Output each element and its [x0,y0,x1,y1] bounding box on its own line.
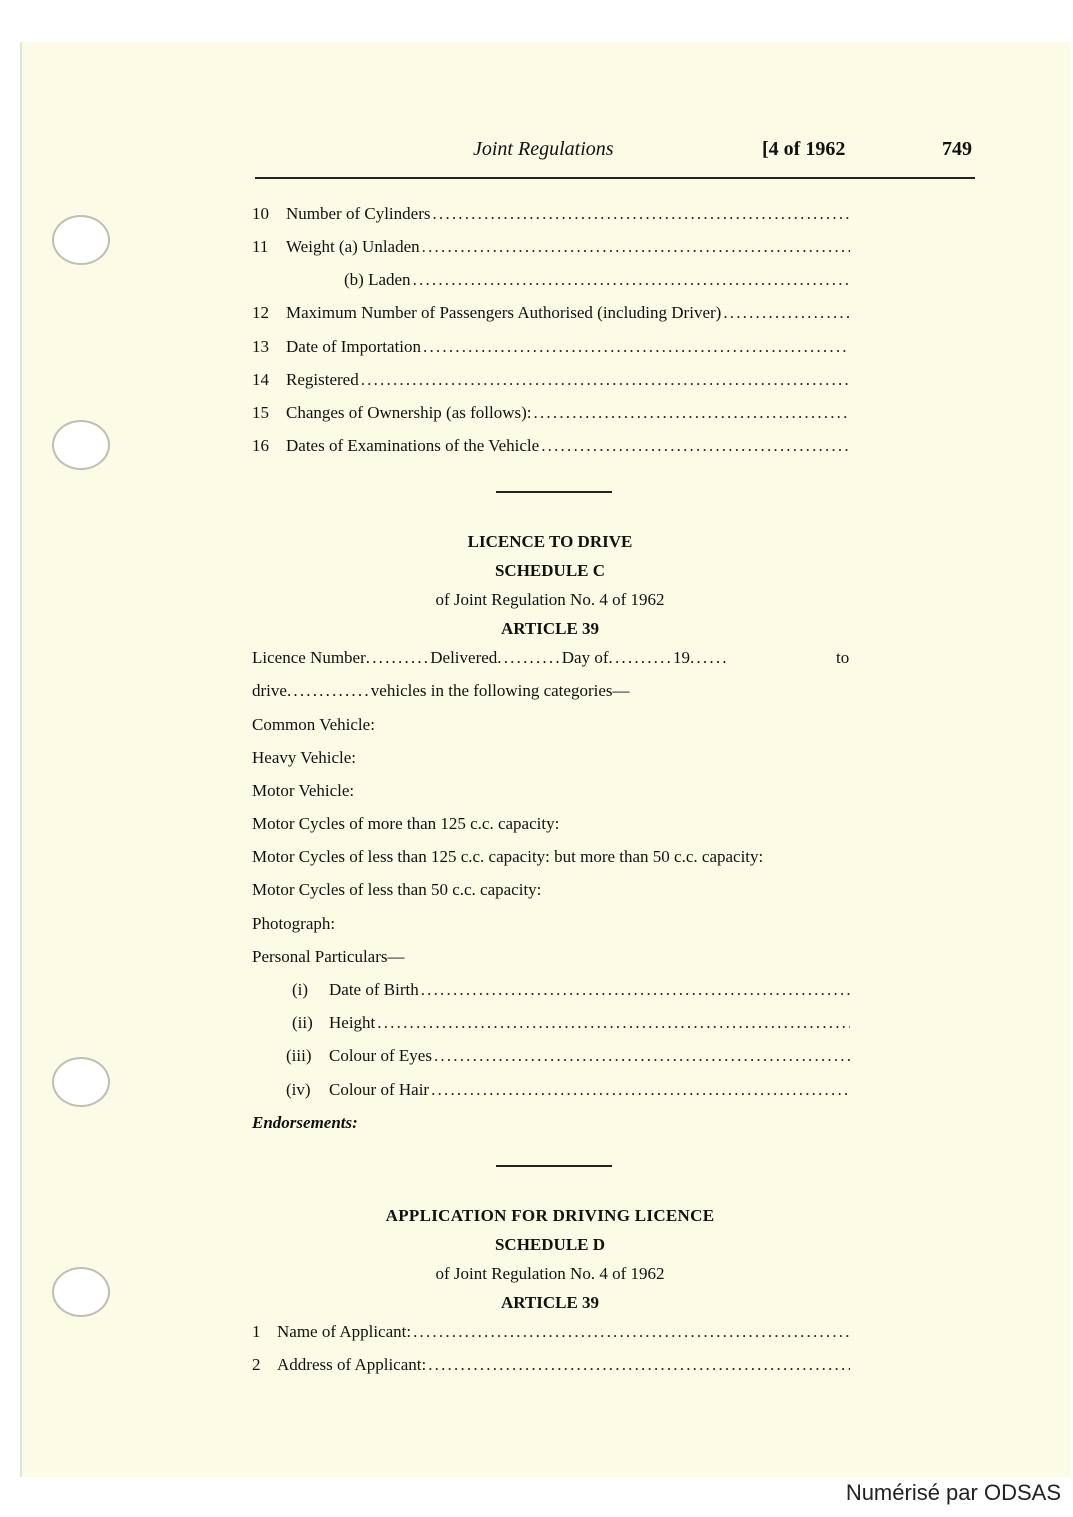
item-label: (b) Laden [344,270,411,289]
punch-hole [52,1057,110,1107]
category-item: Motor Cycles of less than 50 c.c. capacity: [252,880,542,899]
to-label: to [836,648,850,667]
licence-number-label: Licence Number [252,648,366,667]
dot-leader [434,1046,850,1066]
list-item [252,303,850,327]
delivered-label: Delivered [430,648,498,667]
item-label: Address of Applicant: [277,1355,427,1374]
schedule-d-label: SCHEDULE D [494,1235,606,1254]
running-title: Joint Regulations [473,138,614,160]
drive-label: drive [252,681,287,700]
list-item [252,436,850,460]
header-rule [255,177,975,179]
item-label: Colour of Eyes [329,1046,432,1065]
item-number: 10 [252,204,269,223]
digitization-credit: Numérisé par ODSAS [845,1480,1061,1505]
item-number: (iv) [286,1080,311,1099]
list-item [252,403,850,427]
drive-line [252,681,630,701]
item-label: Colour of Hair [329,1080,430,1099]
punch-hole [52,1267,110,1317]
item-label: Weight (a) Unladen [286,237,420,256]
item-label: Date of Birth [329,980,419,999]
item-label: Date of Importation [286,337,422,356]
item-number: 14 [252,370,269,389]
list-item [286,1046,850,1070]
list-item [292,980,850,1004]
item-number: 15 [252,403,269,422]
item-label: Name of Applicant: [277,1322,412,1341]
category-item: Common Vehicle: [252,715,375,734]
category-item: Motor Cycles of more than 125 c.c. capacity: [252,814,560,833]
item-number: (ii) [292,1013,313,1032]
dot-leader [361,370,850,390]
item-number: (iii) [286,1046,312,1065]
dot-leader [421,980,850,1000]
schedule-c-regulation: of Joint Regulation No. 4 of 1962 [435,590,665,609]
list-item [252,1322,850,1346]
category-item: Motor Vehicle: [252,781,355,800]
list-item [252,337,850,361]
list-item [292,1013,850,1037]
item-number: 12 [252,303,269,322]
dot-leader: .......... [497,648,562,667]
regulation-year: [4 of 1962 [762,138,846,160]
list-item [252,270,850,294]
dot-leader [413,270,850,290]
dot-leader [723,303,850,323]
dot-leader [432,204,850,224]
dot-leader: .......... [365,648,431,667]
item-number: 2 [252,1355,261,1374]
item-label: Height [329,1013,376,1032]
personal-particulars-label: Personal Particulars— [252,947,405,966]
dot-leader [377,1013,850,1033]
category-item: Motor Cycles of less than 125 c.c. capacity: but more than 50 c.c. capacity: [252,847,764,866]
item-number: 13 [252,337,269,356]
schedule-c-label: SCHEDULE C [494,561,606,580]
item-label: Dates of Examinations of the Vehicle [286,436,540,455]
dot-leader: ...... [690,648,729,667]
item-number: 16 [252,436,269,455]
item-label: Changes of Ownership (as follows): [286,403,532,422]
item-label: Maximum Number of Passengers Authorised (including Driver) [286,303,722,322]
dot-leader [413,1322,850,1342]
photograph-label: Photograph: [252,914,336,933]
section-separator [496,1165,612,1167]
dot-leader: .......... [608,648,674,667]
item-number: 1 [252,1322,261,1341]
endorsements-label: Endorsements: [252,1113,358,1132]
dot-leader [534,403,850,423]
dot-leader [422,237,850,257]
punch-hole [52,420,110,470]
dot-leader [428,1355,850,1375]
dot-leader [423,337,850,357]
schedule-d-article: ARTICLE 39 [500,1293,600,1312]
dot-leader [541,436,850,456]
dot-leader [431,1080,850,1100]
item-label: Number of Cylinders [286,204,431,223]
list-item [252,204,850,228]
item-number: 11 [252,237,269,256]
licence-number-line [252,648,729,668]
schedule-c-article: ARTICLE 39 [500,619,600,638]
punch-hole [52,215,110,265]
dot-leader: ............. [286,681,371,700]
schedule-c-title: LICENCE TO DRIVE [467,532,633,551]
list-item [286,1080,850,1104]
item-number: (i) [292,980,309,999]
list-item [252,370,850,394]
year-label: 19 [673,648,691,667]
day-of-label: Day of [561,648,609,667]
list-item [252,1355,850,1379]
item-label: Registered [286,370,359,389]
category-item: Heavy Vehicle: [252,748,357,767]
schedule-d-regulation: of Joint Regulation No. 4 of 1962 [435,1264,665,1283]
page-number: 749 [942,138,972,160]
section-separator [496,491,612,493]
schedule-d-title: APPLICATION FOR DRIVING LICENCE [385,1206,715,1225]
list-item [252,237,850,261]
categories-intro: vehicles in the following categories— [370,681,630,700]
